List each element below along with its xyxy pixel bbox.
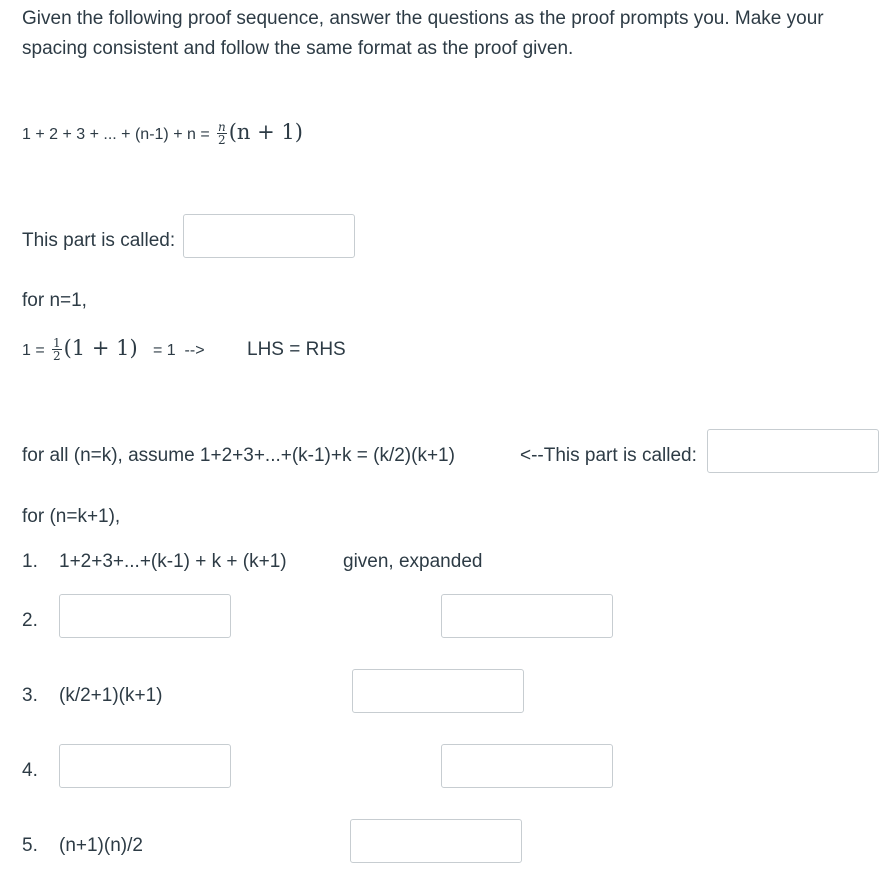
step-4-reason-input[interactable] <box>441 744 613 788</box>
step-1-number: 1. <box>22 551 38 572</box>
q1-label: This part is called: <box>22 230 176 251</box>
base-fraction: $\frac{1}{2}$ <box>52 336 61 364</box>
base-lhs: 1 = <box>22 342 45 359</box>
statement-lhs: 1 + 2 + 3 + ... + (n-1) + n = <box>22 126 210 143</box>
assumption-answer-input[interactable] <box>707 429 879 473</box>
step-1-expression: 1+2+3+...+(k-1) + k + (k+1) <box>59 551 287 572</box>
step-5-number: 5. <box>22 835 38 856</box>
statement-formula <box>22 120 303 146</box>
base-case-formula <box>22 336 205 362</box>
step-5-reason-input[interactable] <box>350 819 522 863</box>
step-3-reason-input[interactable] <box>352 669 524 713</box>
base-result: = 1 --> <box>152 342 205 359</box>
assumption-text: for all (n=k), assume 1+2+3+...+(k-1)+k = (k/2)(k+1) <box>22 445 455 466</box>
step-5-expression: (n+1)(n)/2 <box>59 835 143 856</box>
q1-answer-input[interactable] <box>183 214 355 258</box>
base-expr: (1 + 1) <box>63 336 138 360</box>
step-3-number: 3. <box>22 685 38 706</box>
induction-label: for (n=k+1), <box>22 506 121 527</box>
step-2-reason-input[interactable] <box>441 594 613 638</box>
base-case-label: for n=1, <box>22 290 87 311</box>
base-conclusion: LHS = RHS <box>247 339 346 360</box>
step-3-expression: (k/2+1)(k+1) <box>59 685 163 706</box>
step-2-expression-input[interactable] <box>59 594 231 638</box>
instructions: Given the following proof sequence, answer the questions as the proof prompts you. Make your spacing consistent and follow the same format as the proof given. <box>22 8 824 59</box>
step-1-reason: given, expanded <box>343 551 483 572</box>
statement-fraction: $\frac{n}{2}$ <box>217 120 226 148</box>
statement-rhs: (n + 1) <box>228 120 303 144</box>
step-4-expression-input[interactable] <box>59 744 231 788</box>
step-4-number: 4. <box>22 760 38 781</box>
assumption-question-label: <--This part is called: <box>520 445 697 466</box>
step-2-number: 2. <box>22 610 38 631</box>
